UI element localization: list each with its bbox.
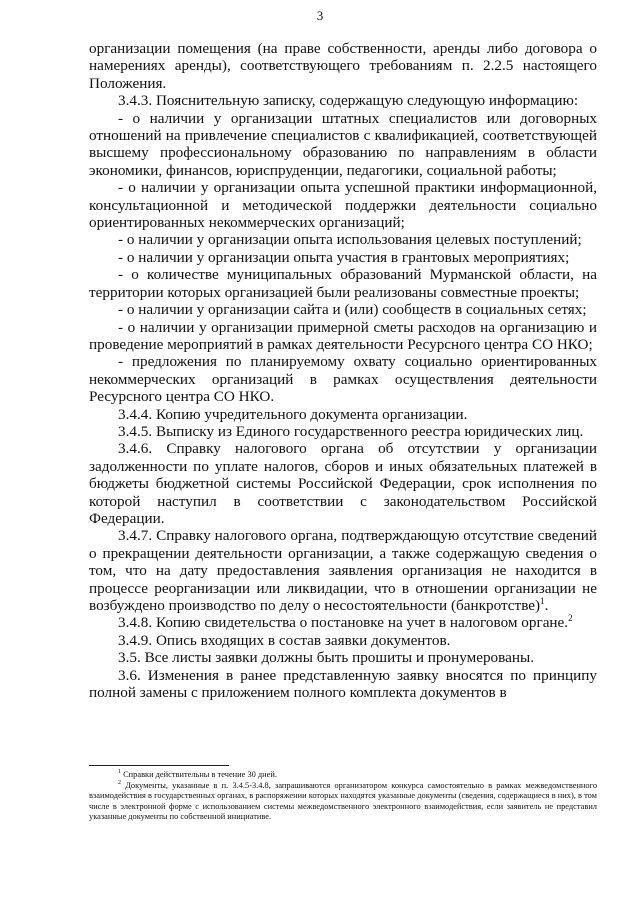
paragraph: организации помещения (на праве собственности, аренды либо договора о намерениях аренды), соответствующего требованиям п. 2.2.5 настоящего Положения. [89, 40, 597, 92]
paragraph: 3.4.5. Выписку из Единого государственного реестра юридических лиц. [118, 422, 584, 440]
paragraph: 3.4.3. Пояснительную записку, содержащую следующую информацию: [118, 92, 579, 110]
list-item: - о наличии у организации сайта и (или) сообществ в социальных сетях; [118, 301, 587, 319]
paragraph [89, 527, 597, 614]
paragraph: 3.6. Изменения в ранее представленную заявку вносятся по принципу полной замены с приложением полного комплекта документов в [89, 666, 597, 702]
footnote [89, 770, 597, 781]
paragraph: 3.5. Все листы заявки должны быть прошиты и пронумерованы. [118, 649, 534, 667]
page-number: 3 [316, 8, 324, 23]
footnotes [89, 770, 597, 823]
footnote-text: Справки действительны в течение 30 дней. [123, 770, 277, 779]
document-body [89, 40, 597, 701]
footnote-divider [89, 765, 229, 766]
footnote-text: Документы, указанные в п. 3.4.5-3.4.8, запрашиваются организатором конкурса самостоятельно в рамках межведомственного взаимодействия в государственных органах, в распоряжении которых находятся указанные документы (сведения, содержащиеся в них), в том числе в электронной форме с использованием системы межведомственного электронного взаимодействия, если заявитель не представил указанные документы по собственной инициативе. [89, 780, 598, 822]
list-item: - о количестве муниципальных образований Мурманской области, на территории которых организацией были реализованы совместные проекты; [89, 266, 597, 301]
paragraph: 3.4.6. Справку налогового органа об отсутствии у организации задолженности по уплате налогов, сборов и иных обязательных платежей в бюджеты бюджетной системы Российской Федерации, срок исполнения по которой наступил в соответствии с законодательством Российской Федерации. [89, 440, 597, 527]
list-item: - о наличии у организации опыта успешной практики информационной, консультационной и методической поддержки деятельности социально ориентированных некоммерческих организаций; [89, 179, 597, 232]
footnote-ref: 2 [568, 613, 573, 624]
paragraph [89, 614, 597, 631]
paragraph-text: 3.4.7. Справку налогового органа, подтверждающую отсутствие сведений о прекращении деятельности организации, а также содержащую сведения о том, что на дату предоставления заявления организация не находится в процессе реорганизации или ликвидации, что в отношении организации не возбуждено производство по делу о несостоятельности (банкротстве) [89, 527, 597, 614]
paragraph: 3.4.9. Опись входящих в состав заявки документов. [118, 631, 451, 649]
list-item: - о наличии у организации штатных специалистов или договорных отношений на привлечение специалистов с квалификацией, соответствующей высшему профессиональному образованию по направлениям в области экономики, финансов, юриспруденции, педагогики, социальной работы; [89, 109, 597, 179]
list-item: - предложения по планируемому охвату социально ориентированных некоммерческих организаций в рамках осуществления деятельности Ресурсного центра СО НКО. [89, 353, 597, 406]
list-item: - о наличии у организации опыта участия в грантовых мероприятиях; [118, 248, 570, 266]
footnote-mark: 2 [118, 779, 121, 786]
paragraph-text: 3.4.8. Копию свидетельства о постановке на учет в налоговом органе. [118, 614, 569, 632]
list-item: - о наличии у организации опыта использования целевых поступлений; [118, 231, 582, 249]
footnote-mark: 1 [118, 769, 121, 776]
paragraph: 3.4.4. Копию учредительного документа организации. [118, 405, 468, 423]
list-item: - о наличии у организации примерной сметы расходов на организацию и проведение мероприятий в рамках деятельности Ресурсного центра СО НКО; [89, 318, 597, 353]
footnote-ref: 1 [540, 595, 545, 606]
paragraph-tail: . [544, 597, 549, 614]
footnote [89, 781, 597, 823]
